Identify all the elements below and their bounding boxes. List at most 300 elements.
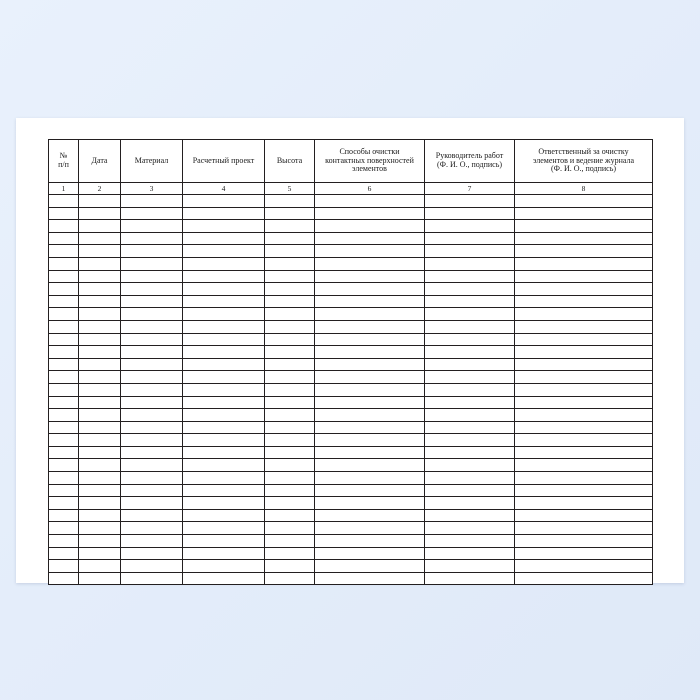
journal-table-container: [48, 139, 652, 585]
table-cell-empty[interactable]: [265, 535, 315, 548]
table-cell-empty[interactable]: [79, 220, 121, 233]
table-cell-empty[interactable]: [79, 446, 121, 459]
table-cell-empty[interactable]: [515, 522, 653, 535]
table-cell-empty[interactable]: [183, 497, 265, 510]
table-cell-empty[interactable]: [425, 409, 515, 422]
table-cell-empty[interactable]: [79, 383, 121, 396]
table-cell-empty[interactable]: [49, 270, 79, 283]
table-cell-empty[interactable]: [183, 421, 265, 434]
table-row[interactable]: [49, 497, 653, 510]
column-header-cleaning-methods: [315, 140, 425, 183]
table-cell-empty[interactable]: [183, 509, 265, 522]
table-cell-empty[interactable]: [265, 484, 315, 497]
table-cell-empty[interactable]: [79, 409, 121, 422]
table-row[interactable]: [49, 560, 653, 573]
table-cell-empty[interactable]: [121, 257, 183, 270]
table-cell-empty[interactable]: [183, 484, 265, 497]
table-cell-empty[interactable]: [265, 358, 315, 371]
table-row[interactable]: [49, 396, 653, 409]
table-header: [49, 140, 653, 183]
table-cell-empty[interactable]: [425, 295, 515, 308]
table-cell-empty[interactable]: [265, 371, 315, 384]
table-cell-empty[interactable]: [79, 333, 121, 346]
table-row[interactable]: [49, 371, 653, 384]
table-cell-empty[interactable]: [79, 232, 121, 245]
table-cell-empty[interactable]: [79, 497, 121, 510]
table-cell-empty[interactable]: [265, 472, 315, 485]
table-cell-empty[interactable]: [121, 396, 183, 409]
table-cell-empty[interactable]: [425, 560, 515, 573]
header-line: (Ф. И. О., подпись): [550, 164, 617, 174]
table-cell-empty[interactable]: [315, 459, 425, 472]
table-cell-empty[interactable]: [79, 421, 121, 434]
table-cell-empty[interactable]: [183, 245, 265, 258]
table-cell-empty[interactable]: [121, 434, 183, 447]
table-cell-empty[interactable]: [49, 472, 79, 485]
table-cell-empty[interactable]: [183, 283, 265, 296]
table-cell-empty[interactable]: [121, 270, 183, 283]
table-cell-empty[interactable]: [515, 232, 653, 245]
table-cell-empty[interactable]: [183, 320, 265, 333]
table-cell-empty[interactable]: [183, 472, 265, 485]
table-row[interactable]: [49, 547, 653, 560]
table-cell-empty[interactable]: [515, 396, 653, 409]
table-cell-empty[interactable]: [515, 535, 653, 548]
table-cell-empty[interactable]: [49, 333, 79, 346]
table-cell-empty[interactable]: [121, 497, 183, 510]
table-cell-empty[interactable]: [79, 358, 121, 371]
table-cell-empty[interactable]: [49, 383, 79, 396]
table-row[interactable]: [49, 295, 653, 308]
table-row[interactable]: [49, 257, 653, 270]
table-cell-empty[interactable]: [121, 446, 183, 459]
table-cell-empty[interactable]: [315, 472, 425, 485]
table-cell-empty[interactable]: [183, 535, 265, 548]
table-cell-empty[interactable]: [265, 409, 315, 422]
table-cell-empty[interactable]: [265, 459, 315, 472]
table-cell-empty[interactable]: [515, 308, 653, 321]
table-cell-empty[interactable]: [121, 232, 183, 245]
table-cell-empty[interactable]: [183, 257, 265, 270]
table-row[interactable]: [49, 195, 653, 208]
table-row[interactable]: [49, 346, 653, 359]
table-cell-empty[interactable]: [49, 195, 79, 208]
table-cell-empty[interactable]: [183, 446, 265, 459]
table-cell-empty[interactable]: [121, 283, 183, 296]
table-cell-empty[interactable]: [49, 522, 79, 535]
table-cell-empty[interactable]: [515, 497, 653, 510]
table-cell-empty[interactable]: [515, 560, 653, 573]
table-cell-empty[interactable]: [515, 358, 653, 371]
table-cell-empty[interactable]: [515, 220, 653, 233]
table-cell-empty[interactable]: [265, 207, 315, 220]
table-cell-empty[interactable]: [49, 358, 79, 371]
table-cell-empty[interactable]: [315, 320, 425, 333]
column-number-cell: 8: [515, 183, 653, 195]
table-cell-empty[interactable]: [315, 270, 425, 283]
table-cell-empty[interactable]: [79, 509, 121, 522]
table-cell-empty[interactable]: [49, 434, 79, 447]
table-cell-empty[interactable]: [121, 509, 183, 522]
table-cell-empty[interactable]: [515, 257, 653, 270]
table-cell-empty[interactable]: [121, 358, 183, 371]
table-row[interactable]: [49, 383, 653, 396]
table-cell-empty[interactable]: [425, 484, 515, 497]
column-header-works-manager: [425, 140, 515, 183]
table-cell-empty[interactable]: [315, 434, 425, 447]
table-cell-empty[interactable]: [79, 257, 121, 270]
table-cell-empty[interactable]: [425, 358, 515, 371]
table-cell-empty[interactable]: [49, 207, 79, 220]
table-cell-empty[interactable]: [79, 472, 121, 485]
table-row[interactable]: [49, 535, 653, 548]
table-cell-empty[interactable]: [425, 497, 515, 510]
table-cell-empty[interactable]: [425, 383, 515, 396]
table-cell-empty[interactable]: [265, 396, 315, 409]
table-cell-empty[interactable]: [425, 572, 515, 585]
table-cell-empty[interactable]: [121, 547, 183, 560]
table-cell-empty[interactable]: [315, 383, 425, 396]
table-cell-empty[interactable]: [121, 484, 183, 497]
table-row[interactable]: [49, 308, 653, 321]
table-cell-empty[interactable]: [515, 547, 653, 560]
table-cell-empty[interactable]: [121, 207, 183, 220]
table-cell-empty[interactable]: [515, 409, 653, 422]
table-cell-empty[interactable]: [79, 535, 121, 548]
table-cell-empty[interactable]: [265, 446, 315, 459]
table-cell-empty[interactable]: [425, 245, 515, 258]
table-cell-empty[interactable]: [121, 409, 183, 422]
table-cell-empty[interactable]: [515, 383, 653, 396]
table-cell-empty[interactable]: [265, 560, 315, 573]
table-cell-empty[interactable]: [265, 320, 315, 333]
table-cell-empty[interactable]: [121, 308, 183, 321]
table-cell-empty[interactable]: [183, 207, 265, 220]
table-cell-empty[interactable]: [265, 383, 315, 396]
table-cell-empty[interactable]: [265, 509, 315, 522]
table-cell-empty[interactable]: [49, 232, 79, 245]
column-header-date: [79, 140, 121, 183]
table-cell-empty[interactable]: [425, 320, 515, 333]
table-cell-empty[interactable]: [49, 560, 79, 573]
table-cell-empty[interactable]: [265, 257, 315, 270]
table-cell-empty[interactable]: [425, 283, 515, 296]
table-cell-empty[interactable]: [79, 434, 121, 447]
table-cell-empty[interactable]: [425, 333, 515, 346]
table-cell-empty[interactable]: [315, 207, 425, 220]
table-cell-empty[interactable]: [183, 308, 265, 321]
table-cell-empty[interactable]: [79, 195, 121, 208]
table-cell-empty[interactable]: [425, 220, 515, 233]
table-cell-empty[interactable]: [121, 371, 183, 384]
table-cell-empty[interactable]: [315, 572, 425, 585]
table-cell-empty[interactable]: [79, 547, 121, 560]
table-cell-empty[interactable]: [515, 472, 653, 485]
table-cell-empty[interactable]: [183, 522, 265, 535]
table-cell-empty[interactable]: [265, 572, 315, 585]
table-cell-empty[interactable]: [265, 346, 315, 359]
table-cell-empty[interactable]: [183, 560, 265, 573]
header-line: Руководитель работ: [435, 151, 504, 161]
table-row[interactable]: [49, 358, 653, 371]
table-cell-empty[interactable]: [425, 232, 515, 245]
table-row[interactable]: [49, 333, 653, 346]
table-cell-empty[interactable]: [49, 421, 79, 434]
table-cell-empty[interactable]: [315, 283, 425, 296]
header-line: элементов: [352, 164, 387, 174]
table-cell-empty[interactable]: [315, 396, 425, 409]
table-cell-empty[interactable]: [49, 484, 79, 497]
table-cell-empty[interactable]: [515, 245, 653, 258]
table-row[interactable]: [49, 484, 653, 497]
table-cell-empty[interactable]: [265, 195, 315, 208]
table-cell-empty[interactable]: [121, 560, 183, 573]
table-cell-empty[interactable]: [315, 522, 425, 535]
table-cell-empty[interactable]: [183, 270, 265, 283]
table-cell-empty[interactable]: [265, 522, 315, 535]
table-cell-empty[interactable]: [121, 535, 183, 548]
column-header-design-project: [183, 140, 265, 183]
table-cell-empty[interactable]: [183, 333, 265, 346]
table-cell-empty[interactable]: [425, 509, 515, 522]
table-row[interactable]: [49, 207, 653, 220]
table-cell-empty[interactable]: [315, 371, 425, 384]
table-row[interactable]: [49, 572, 653, 585]
column-number-cell: 4: [183, 183, 265, 195]
table-cell-empty[interactable]: [121, 195, 183, 208]
table-row[interactable]: [49, 245, 653, 258]
table-cell-empty[interactable]: [425, 535, 515, 548]
table-cell-empty[interactable]: [425, 270, 515, 283]
table-cell-empty[interactable]: [315, 497, 425, 510]
table-cell-empty[interactable]: [315, 446, 425, 459]
table-cell-empty[interactable]: [315, 484, 425, 497]
table-row[interactable]: [49, 220, 653, 233]
table-cell-empty[interactable]: [315, 409, 425, 422]
table-cell-empty[interactable]: [315, 245, 425, 258]
table-cell-empty[interactable]: [79, 207, 121, 220]
table-cell-empty[interactable]: [315, 333, 425, 346]
table-cell-empty[interactable]: [265, 547, 315, 560]
column-number-cell: 6: [315, 183, 425, 195]
table-cell-empty[interactable]: [49, 295, 79, 308]
table-cell-empty[interactable]: [265, 421, 315, 434]
table-cell-empty[interactable]: [515, 333, 653, 346]
table-cell-empty[interactable]: [79, 283, 121, 296]
table-row[interactable]: [49, 509, 653, 522]
table-cell-empty[interactable]: [79, 396, 121, 409]
table-cell-empty[interactable]: [183, 434, 265, 447]
table-cell-empty[interactable]: [425, 522, 515, 535]
column-number-cell: 2: [79, 183, 121, 195]
table-cell-empty[interactable]: [265, 232, 315, 245]
table-row[interactable]: [49, 421, 653, 434]
table-row[interactable]: [49, 270, 653, 283]
table-cell-empty[interactable]: [183, 396, 265, 409]
table-cell-empty[interactable]: [515, 270, 653, 283]
table-cell-empty[interactable]: [425, 421, 515, 434]
table-cell-empty[interactable]: [515, 295, 653, 308]
table-cell-empty[interactable]: [425, 396, 515, 409]
table-cell-empty[interactable]: [315, 195, 425, 208]
table-cell-empty[interactable]: [79, 270, 121, 283]
table-cell-empty[interactable]: [183, 358, 265, 371]
table-cell-empty[interactable]: [79, 459, 121, 472]
table-cell-empty[interactable]: [79, 308, 121, 321]
table-cell-empty[interactable]: [183, 295, 265, 308]
header-line: контактных поверхностей: [325, 155, 414, 165]
table-cell-empty[interactable]: [315, 232, 425, 245]
table-cell-empty[interactable]: [79, 560, 121, 573]
table-row[interactable]: [49, 472, 653, 485]
table-cell-empty[interactable]: [265, 270, 315, 283]
table-cell-empty[interactable]: [49, 220, 79, 233]
table-cell-empty[interactable]: [265, 497, 315, 510]
table-row[interactable]: [49, 459, 653, 472]
table-cell-empty[interactable]: [425, 446, 515, 459]
table-cell-empty[interactable]: [265, 283, 315, 296]
table-cell-empty[interactable]: [183, 232, 265, 245]
table-cell-empty[interactable]: [315, 295, 425, 308]
table-cell-empty[interactable]: [515, 421, 653, 434]
table-cell-empty[interactable]: [49, 547, 79, 560]
table-cell-empty[interactable]: [79, 346, 121, 359]
table-cell-empty[interactable]: [49, 245, 79, 258]
table-cell-empty[interactable]: [515, 572, 653, 585]
table-cell-empty[interactable]: [515, 207, 653, 220]
table-row[interactable]: [49, 434, 653, 447]
table-cell-empty[interactable]: [79, 484, 121, 497]
table-cell-empty[interactable]: [315, 257, 425, 270]
table-cell-empty[interactable]: [49, 320, 79, 333]
table-cell-empty[interactable]: [121, 421, 183, 434]
table-cell-empty[interactable]: [425, 346, 515, 359]
table-cell-empty[interactable]: [425, 371, 515, 384]
header-line: (Ф. И. О., подпись): [436, 160, 503, 169]
table-cell-empty[interactable]: [183, 459, 265, 472]
table-cell-empty[interactable]: [121, 459, 183, 472]
table-cell-empty[interactable]: [515, 459, 653, 472]
table-cell-empty[interactable]: [49, 346, 79, 359]
table-cell-empty[interactable]: [49, 283, 79, 296]
table-cell-empty[interactable]: [183, 547, 265, 560]
table-cell-empty[interactable]: [515, 346, 653, 359]
table-cell-empty[interactable]: [183, 383, 265, 396]
table-cell-empty[interactable]: [515, 484, 653, 497]
table-cell-empty[interactable]: [265, 295, 315, 308]
table-cell-empty[interactable]: [183, 409, 265, 422]
table-cell-empty[interactable]: [49, 509, 79, 522]
table-cell-empty[interactable]: [183, 346, 265, 359]
table-cell-empty[interactable]: [121, 472, 183, 485]
column-header-material: [121, 140, 183, 183]
table-cell-empty[interactable]: [515, 320, 653, 333]
table-cell-empty[interactable]: [315, 560, 425, 573]
table-cell-empty[interactable]: [515, 446, 653, 459]
table-cell-empty[interactable]: [315, 358, 425, 371]
table-cell-empty[interactable]: [79, 295, 121, 308]
table-cell-empty[interactable]: [49, 497, 79, 510]
table-cell-empty[interactable]: [265, 333, 315, 346]
column-number-cell: 7: [425, 183, 515, 195]
journal-table: [48, 139, 653, 585]
column-header-height: [265, 140, 315, 183]
table-cell-empty[interactable]: [49, 535, 79, 548]
table-cell-empty[interactable]: [121, 333, 183, 346]
table-cell-empty[interactable]: [425, 308, 515, 321]
table-cell-empty[interactable]: [315, 547, 425, 560]
table-cell-empty[interactable]: [515, 283, 653, 296]
table-cell-empty[interactable]: [183, 195, 265, 208]
table-cell-empty[interactable]: [79, 371, 121, 384]
table-cell-empty[interactable]: [425, 472, 515, 485]
table-cell-empty[interactable]: [425, 207, 515, 220]
table-cell-empty[interactable]: [79, 245, 121, 258]
table-cell-empty[interactable]: [515, 195, 653, 208]
table-cell-empty[interactable]: [183, 572, 265, 585]
table-cell-empty[interactable]: [315, 308, 425, 321]
table-row[interactable]: [49, 522, 653, 535]
table-row[interactable]: [49, 446, 653, 459]
table-cell-empty[interactable]: [315, 509, 425, 522]
table-cell-empty[interactable]: [315, 346, 425, 359]
table-cell-empty[interactable]: [79, 522, 121, 535]
table-cell-empty[interactable]: [425, 195, 515, 208]
table-cell-empty[interactable]: [49, 459, 79, 472]
table-row[interactable]: [49, 283, 653, 296]
table-cell-empty[interactable]: [121, 320, 183, 333]
table-cell-empty[interactable]: [515, 509, 653, 522]
table-cell-empty[interactable]: [265, 245, 315, 258]
document-sheet: [16, 118, 684, 583]
table-cell-empty[interactable]: [121, 245, 183, 258]
header-line: Ответственный за очистку: [538, 146, 629, 156]
table-cell-empty[interactable]: [49, 371, 79, 384]
table-cell-empty[interactable]: [515, 371, 653, 384]
table-row[interactable]: [49, 232, 653, 245]
table-cell-empty[interactable]: [49, 257, 79, 270]
table-cell-empty[interactable]: [49, 308, 79, 321]
table-cell-empty[interactable]: [121, 572, 183, 585]
table-row[interactable]: [49, 409, 653, 422]
table-cell-empty[interactable]: [121, 383, 183, 396]
table-cell-empty[interactable]: [425, 257, 515, 270]
table-cell-empty[interactable]: [79, 320, 121, 333]
table-cell-empty[interactable]: [425, 547, 515, 560]
table-cell-empty[interactable]: [183, 371, 265, 384]
table-cell-empty[interactable]: [315, 535, 425, 548]
table-cell-empty[interactable]: [265, 434, 315, 447]
table-cell-empty[interactable]: [79, 572, 121, 585]
table-cell-empty[interactable]: [315, 421, 425, 434]
table-cell-empty[interactable]: [265, 220, 315, 233]
table-cell-empty[interactable]: [425, 459, 515, 472]
table-cell-empty[interactable]: [49, 572, 79, 585]
table-row[interactable]: [49, 320, 653, 333]
table-cell-empty[interactable]: [121, 295, 183, 308]
table-cell-empty[interactable]: [121, 220, 183, 233]
table-cell-empty[interactable]: [425, 434, 515, 447]
table-cell-empty[interactable]: [49, 409, 79, 422]
table-cell-empty[interactable]: [49, 446, 79, 459]
table-cell-empty[interactable]: [121, 522, 183, 535]
table-cell-empty[interactable]: [121, 346, 183, 359]
table-cell-empty[interactable]: [515, 434, 653, 447]
table-cell-empty[interactable]: [315, 220, 425, 233]
table-cell-empty[interactable]: [49, 396, 79, 409]
table-cell-empty[interactable]: [265, 308, 315, 321]
table-cell-empty[interactable]: [183, 220, 265, 233]
